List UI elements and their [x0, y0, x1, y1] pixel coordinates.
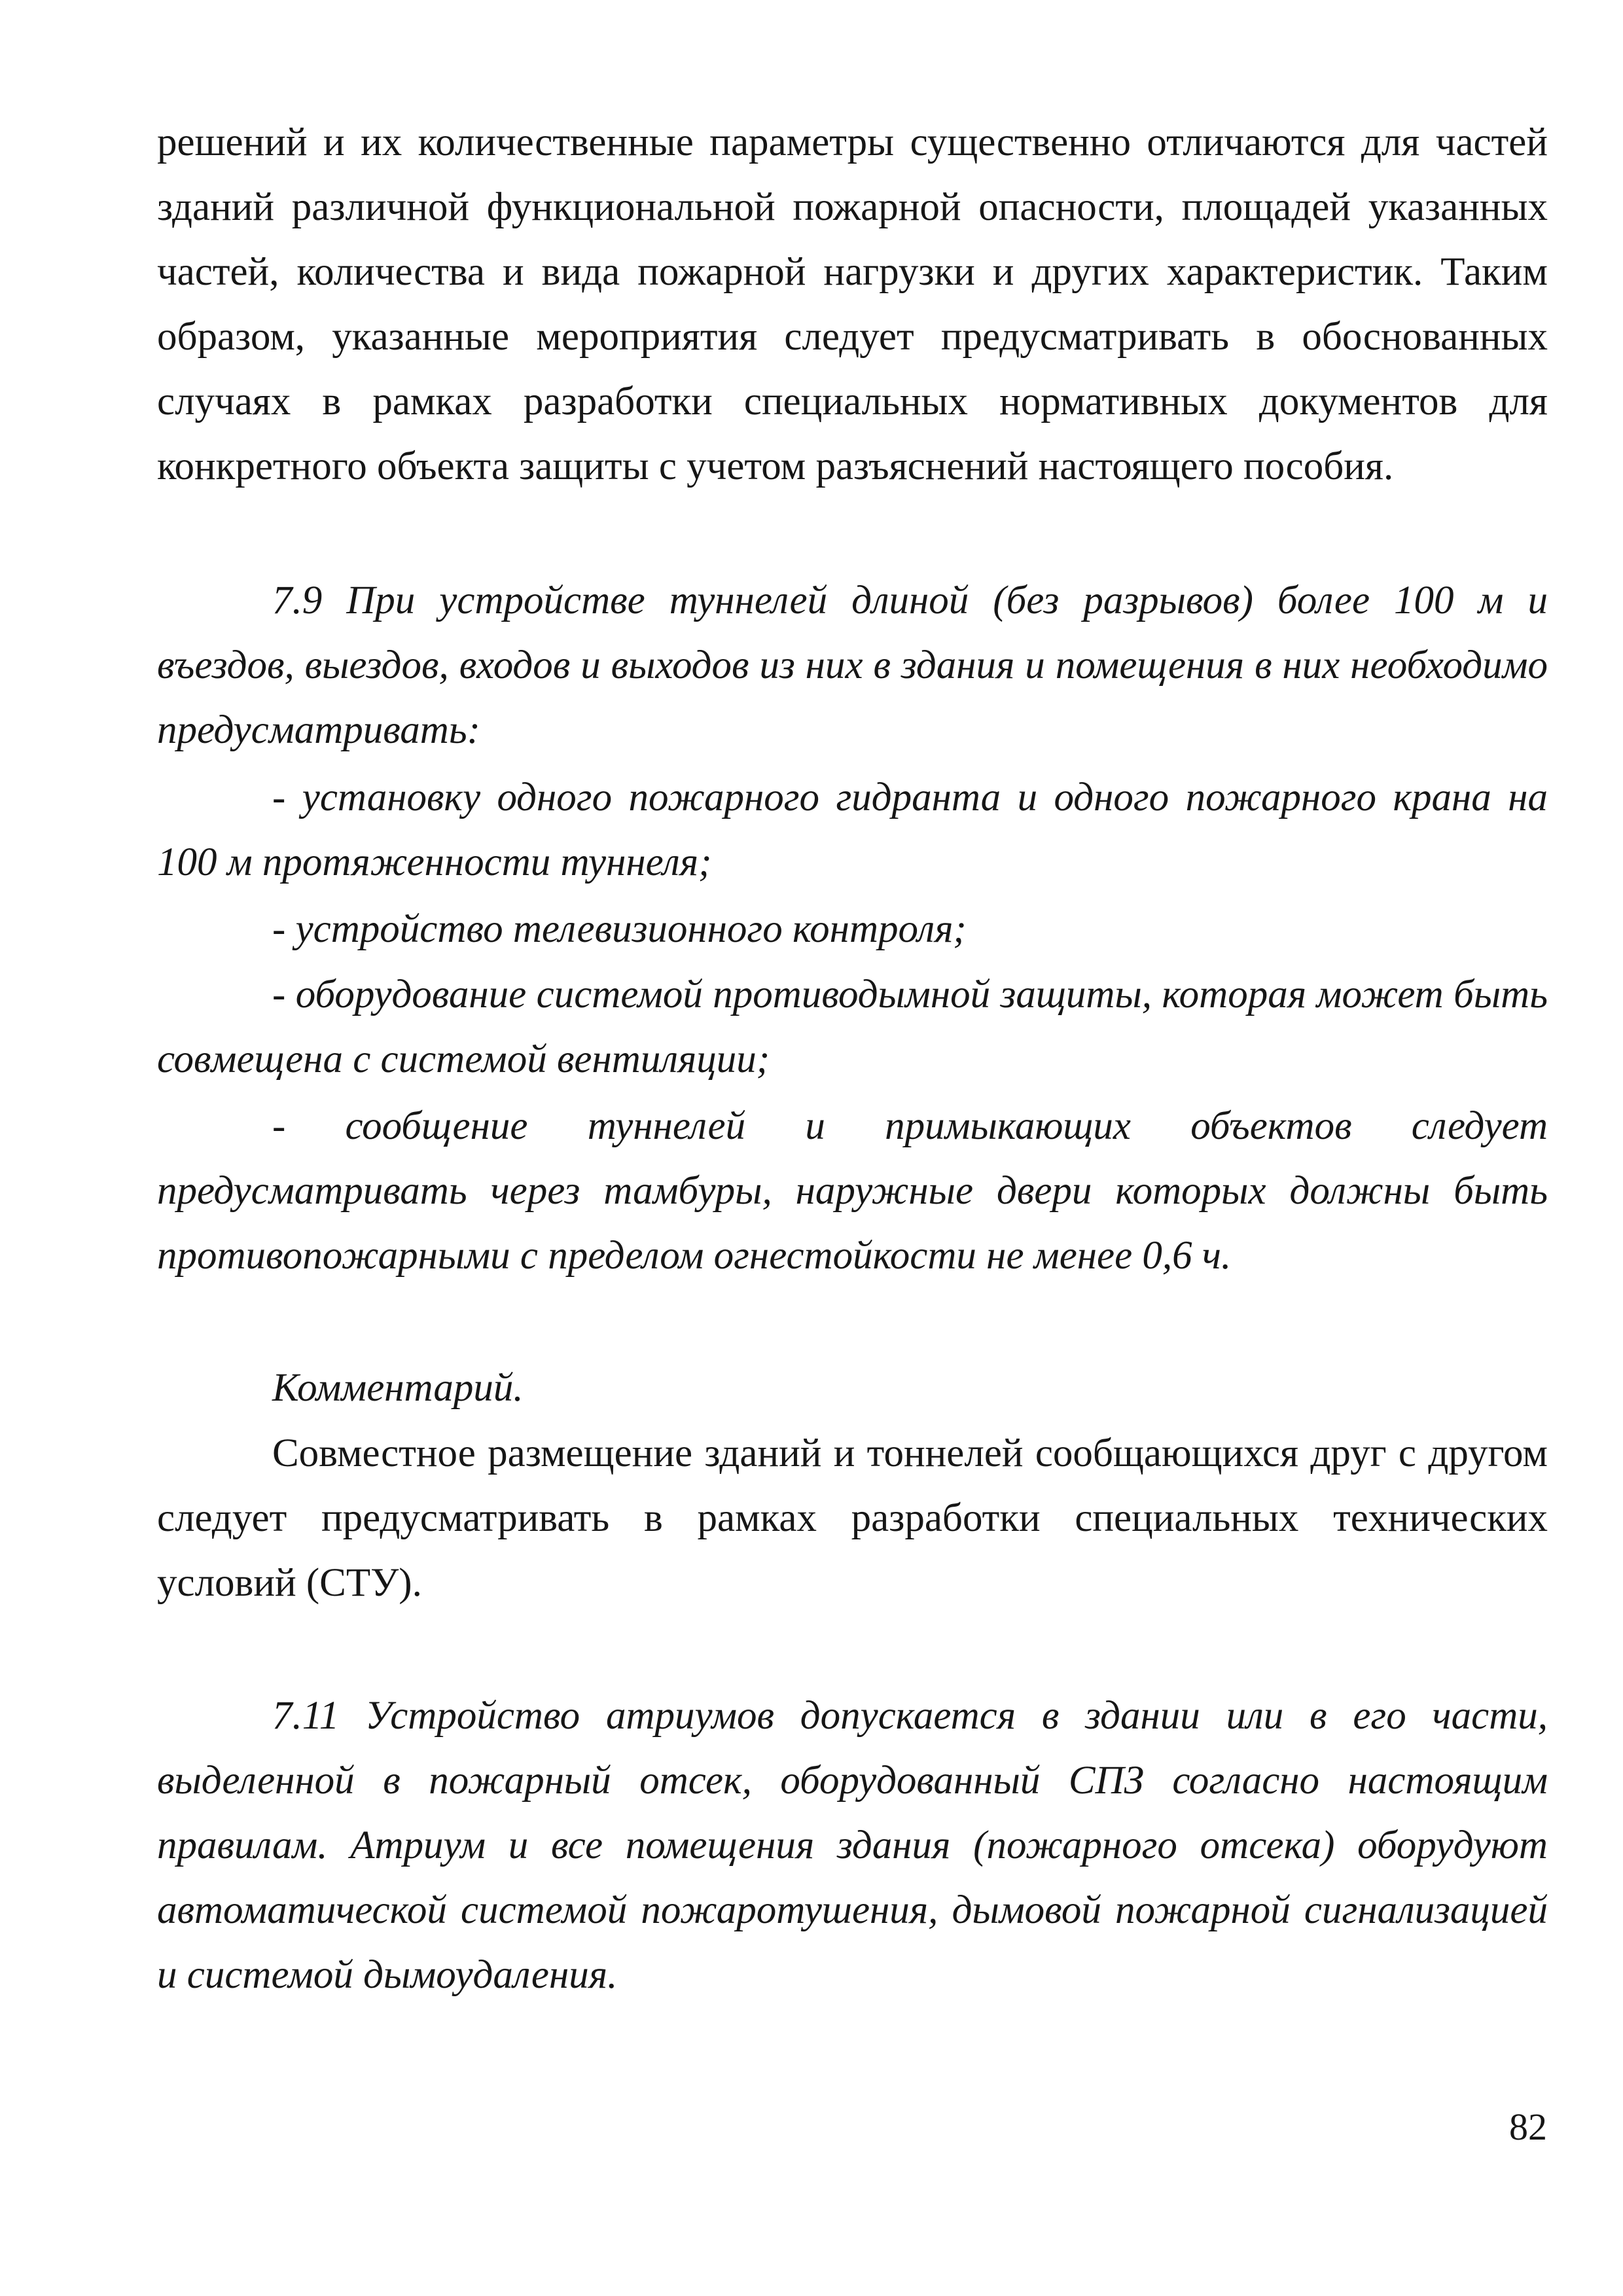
section-7-9-item-3: - оборудование системой противодымной защиты, которая может быть совмещена с системой вентиляции;: [157, 973, 1548, 1081]
page-number: 82: [1509, 2106, 1547, 2148]
section-7-9-item-4: - сообщение туннелей и примыкающих объектов следует предусматривать через тамбуры, наружные двери которых должны быть противопожарными с пределом огнестойкости не менее 0,6 ч.: [157, 1104, 1548, 1278]
intro-paragraph: решений и их количественные параметры существенно отличаются для частей зданий различной функциональной пожарной опасности, площадей указанных частей, количества и вида пожарной нагрузки и других характеристик. Таким образом, указанные мероприятия следует предусматривать в обоснованных случаях в рамках разработки специальных нормативных документов для конкретного объекта защиты с учетом разъяснений настоящего пособия.: [157, 120, 1548, 488]
section-7-9-item-1: - установку одного пожарного гидранта и одного пожарного крана на 100 м протяженности туннеля;: [157, 776, 1548, 884]
comment-label: Комментарий.: [272, 1366, 524, 1410]
section-7-9-item-2: - устройство телевизионного контроля;: [272, 907, 967, 951]
section-7-11-text: 7.11 Устройство атриумов допускается в здании или в его части, выделенной в пожарный отсек, оборудованный СПЗ согласно настоящим правилам. Атриум и все помещения здания (пожарного отсека) оборудуют автоматической системой пожаротушения, дымовой пожарной сигнализацией и системой дымоудаления.: [157, 1694, 1548, 1997]
section-7-9-heading: 7.9 При устройстве туннелей длиной (без разрывов) более 100 м и въездов, выездов, входов и выходов из них в здания и помещения в них необходимо предусматривать:: [157, 579, 1548, 752]
comment-text: Совместное размещение зданий и тоннелей сообщающихся друг с другом следует предусматривать в рамках разработки специальных технических условий (СТУ).: [157, 1431, 1548, 1605]
